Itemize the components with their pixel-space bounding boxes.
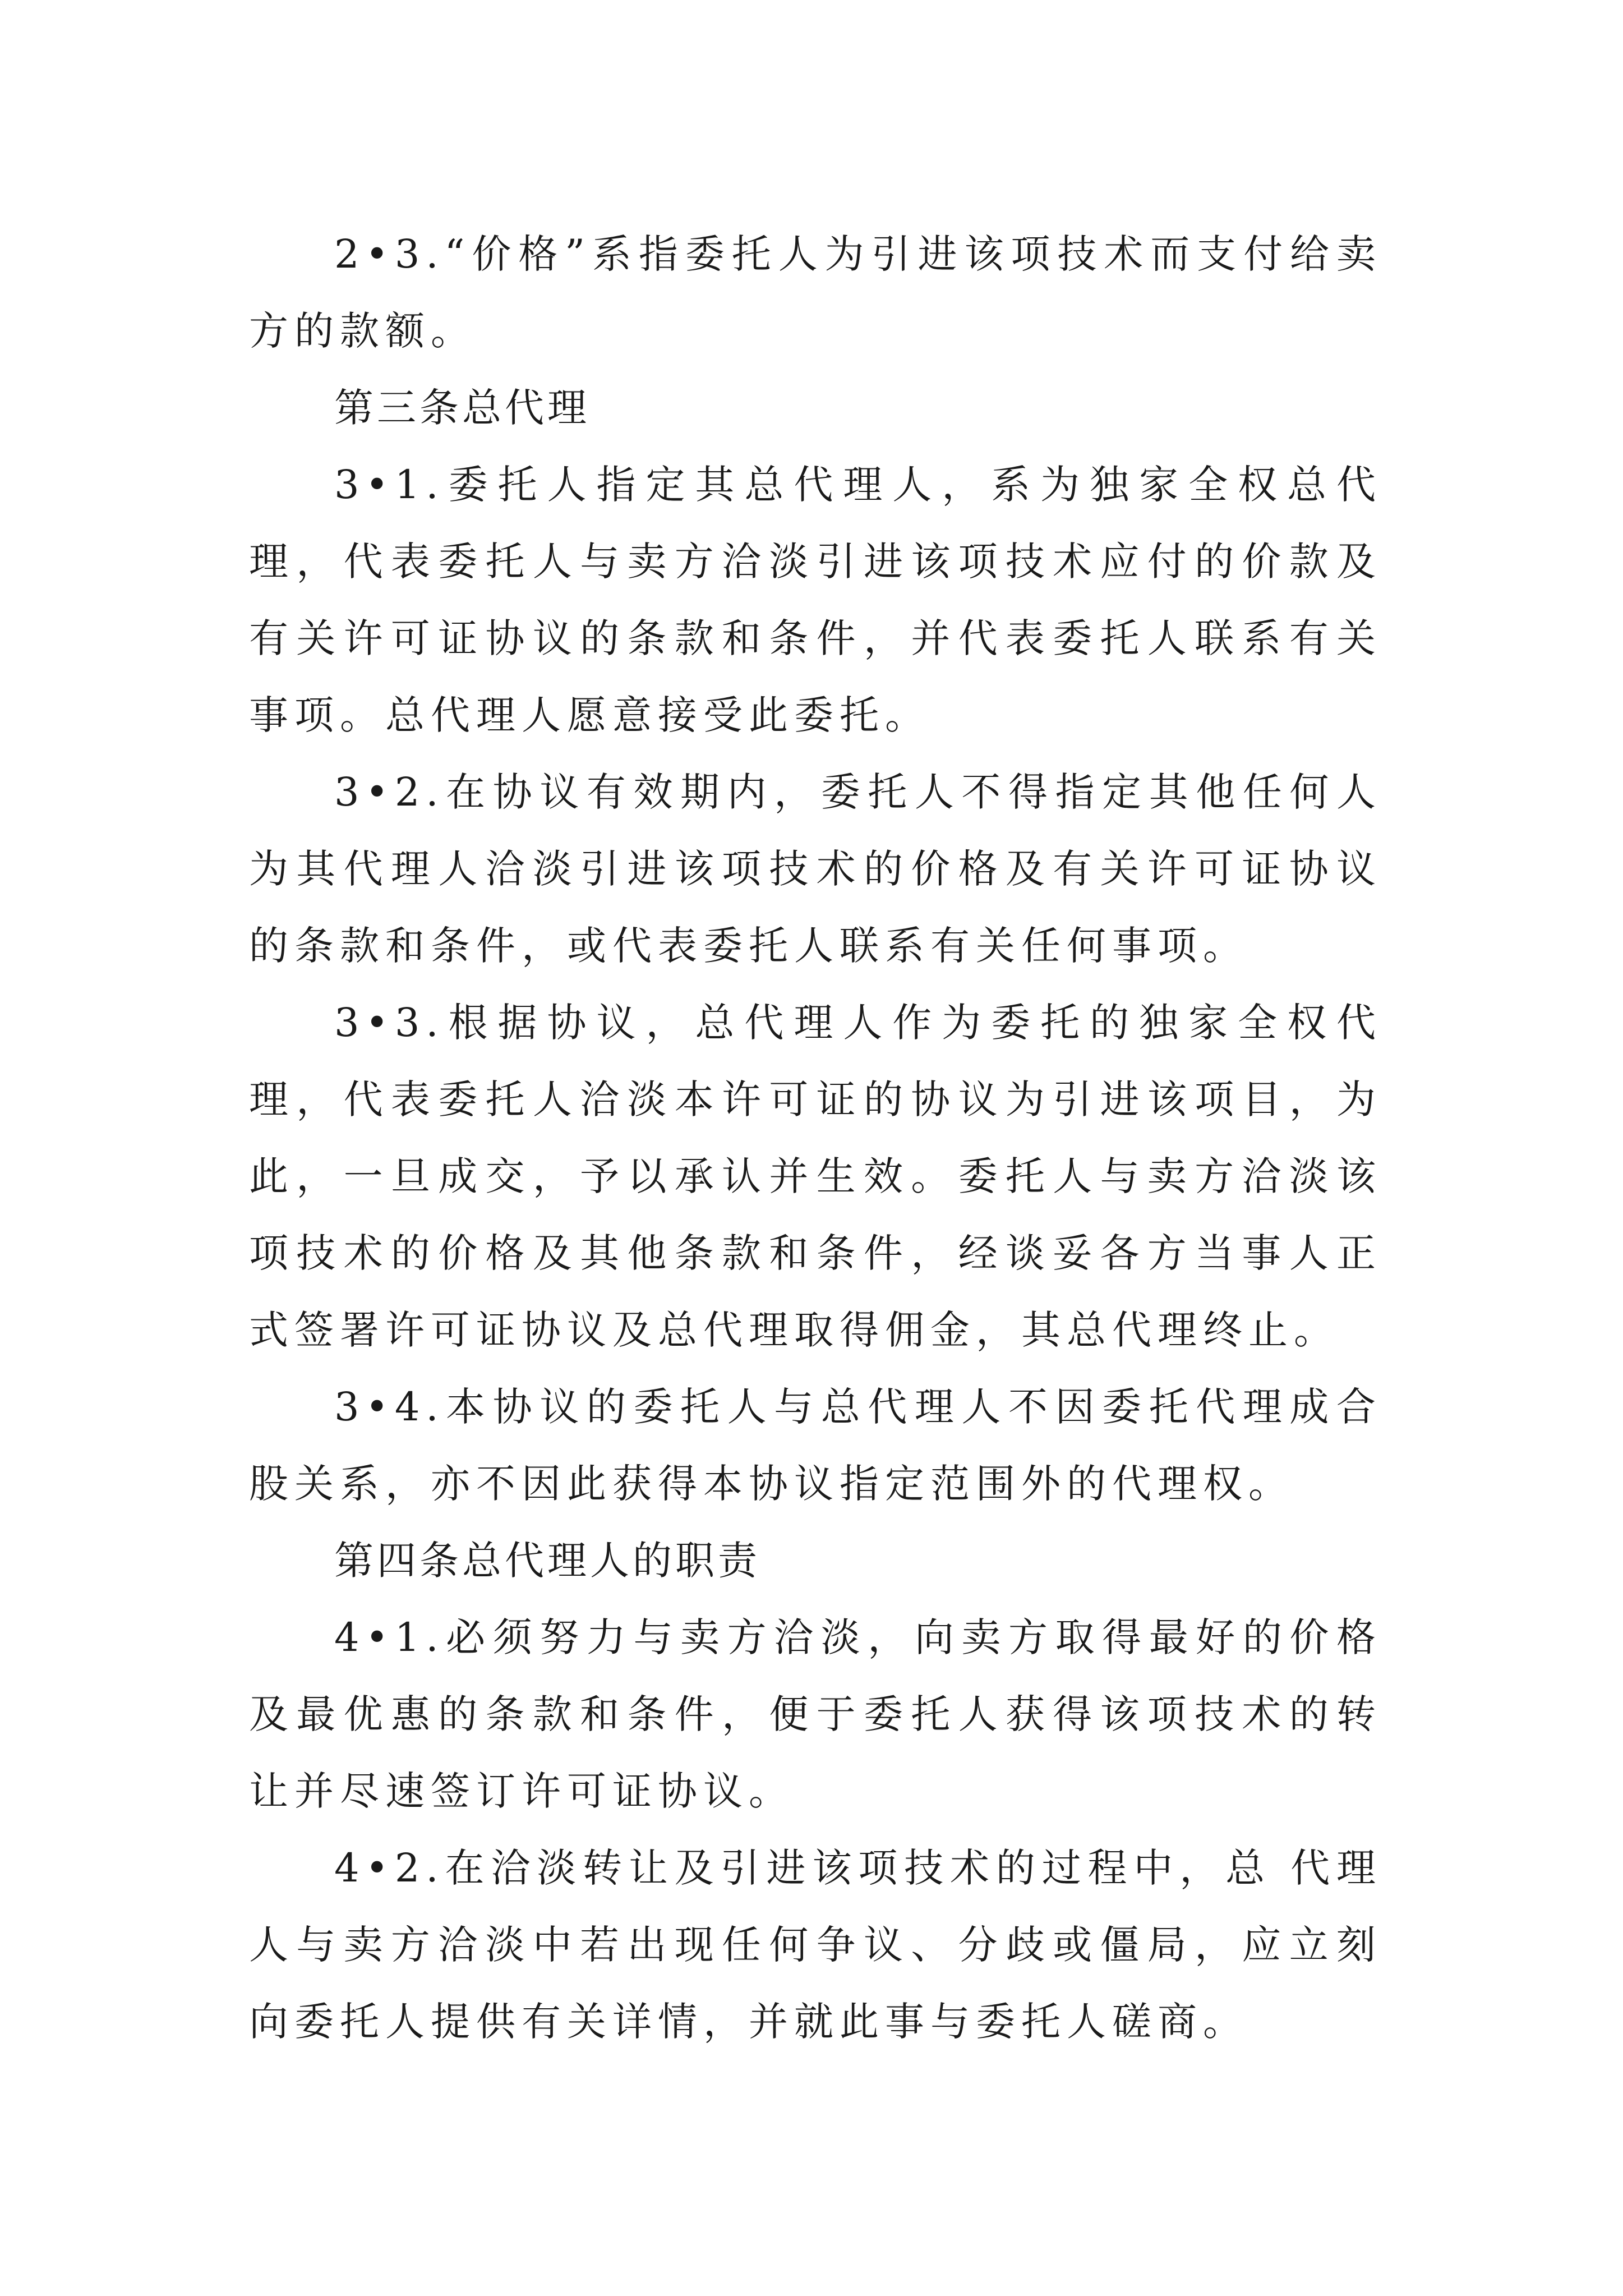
paragraph-3-1: 3•1.委托人指定其总代理人，系为独家全权总代理，代表委托人与卖方洽淡引进该项技术应付的价款及有关许可证协议的条款和条件，并代表委托人联系有关事项。总代理人愿意接受此委托。 [249, 462, 1382, 738]
paragraph-4-2: 4•2.在洽淡转让及引进该项技术的过程中，总 代理人与卖方洽淡中若出现任何争议、分歧或僵局，应立刻向委托人提供有关详情，并就此事与委托人磋商。 [249, 1845, 1382, 2045]
paragraph-2-3: 2•3.“价格”系指委托人为引进该项技术而支付给卖方的款额。 [249, 231, 1382, 354]
paragraph-4-1: 4•1.必须努力与卖方洽淡，向卖方取得最好的价格及最优惠的条款和条件，便于委托人获得该项技术的转让并尽速签订许可证协议。 [249, 1614, 1382, 1814]
paragraph-3-2: 3•2.在协议有效期内，委托人不得指定其他任何人为其代理人洽淡引进该项技术的价格及有关许可证协议的条款和条件，或代表委托人联系有关任何事项。 [249, 769, 1382, 969]
paragraph-3-4: 3•4.本协议的委托人与总代理人不因委托代理成合股关系，亦不因此获得本协议指定范围外的代理权。 [249, 1384, 1382, 1507]
document-page [249, 216, 1382, 2060]
section-heading-4: 第四条总代理人的职责 [334, 1538, 760, 1584]
section-heading-3: 第三条总代理 [334, 385, 590, 431]
paragraph-3-3: 3•3.根据协议，总代理人作为委托的独家全权代理，代表委托人洽淡本许可证的协议为引进该项目，为此，一旦成交，予以承认并生效。委托人与卖方洽淡该项技术的价格及其他条款和条件，经谈妥各方当事人正式签署许可证协议及总代理取得佣金，其总代理终止。 [249, 1000, 1382, 1353]
